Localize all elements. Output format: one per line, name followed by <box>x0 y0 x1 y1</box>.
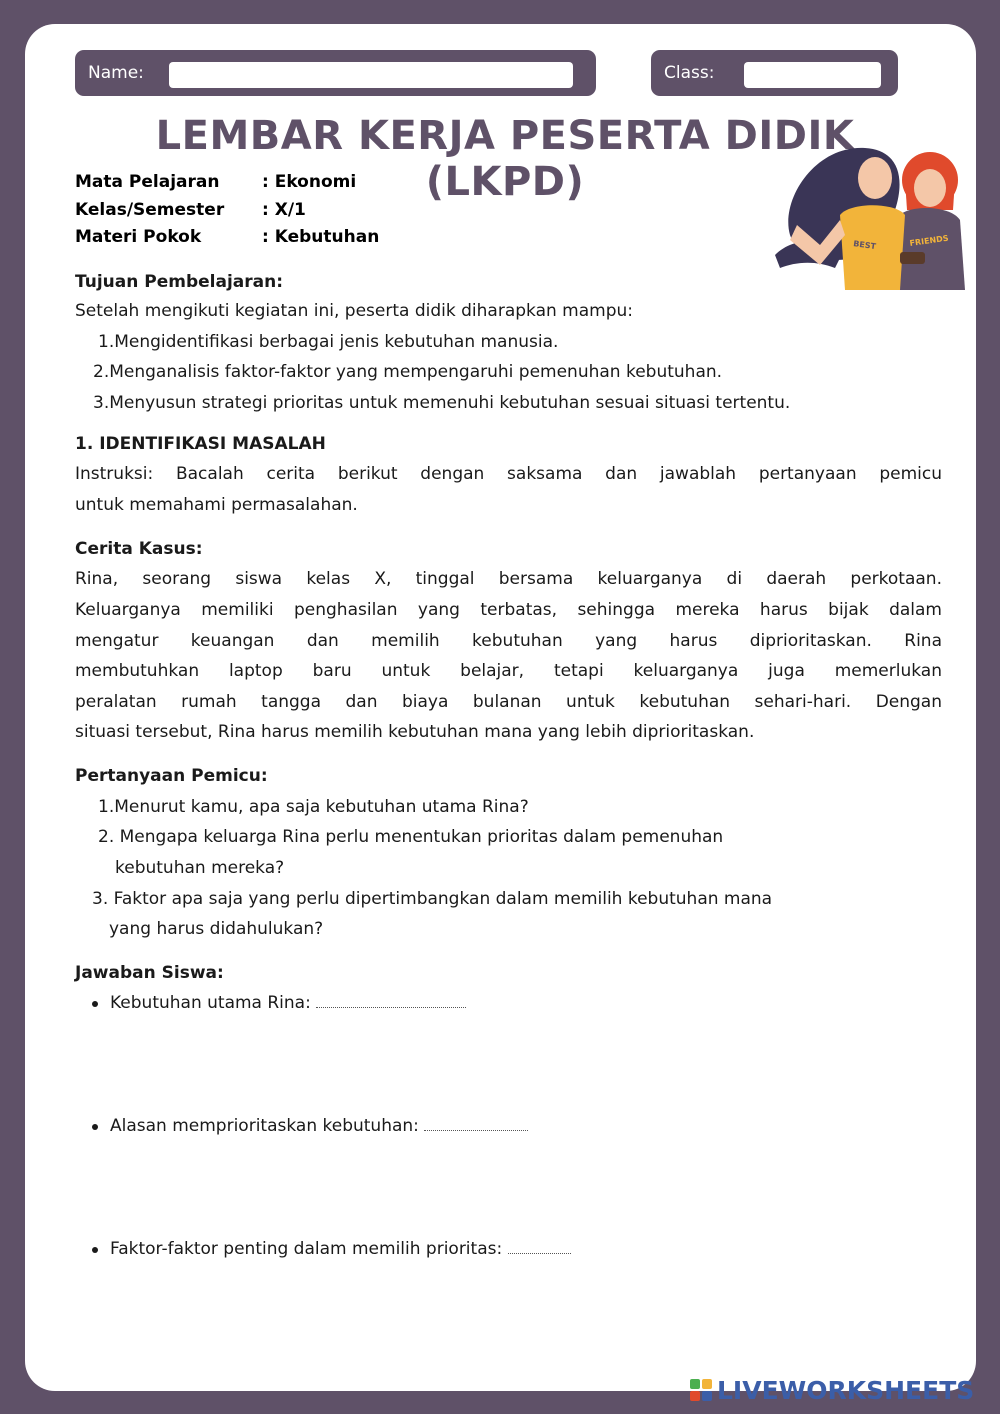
meta-key: Materi Pokok <box>75 227 202 247</box>
name-label: Name: <box>88 63 144 83</box>
pemicu-heading: Pertanyaan Pemicu: <box>75 766 268 786</box>
section-heading: 1. IDENTIFIKASI MASALAH <box>75 434 326 454</box>
answer-prompt <box>110 993 466 1013</box>
cerita-line: membutuhkan laptop baru untuk belajar, tetapi keluarganya juga memerlukan <box>75 661 942 681</box>
pemicu-question: 3. Faktor apa saja yang perlu dipertimbangkan dalam memilih kebutuhan mana <box>92 889 773 909</box>
tujuan-intro: Setelah mengikuti kegiatan ini, peserta didik diharapkan mampu: <box>75 301 634 321</box>
answer-label: Faktor-faktor penting dalam memilih prioritas: <box>110 1239 503 1259</box>
cerita-line: mengatur keuangan dan memilih kebutuhan yang harus diprioritaskan. Rina <box>75 631 942 651</box>
liveworksheets-brand[interactable] <box>690 1371 974 1409</box>
meta-row-topic <box>75 227 379 247</box>
pemicu-question: 1.Menurut kamu, apa saja kebutuhan utama Rina? <box>98 797 529 817</box>
liveworksheets-logo-icon <box>690 1379 712 1401</box>
best-friends-illustration <box>775 140 970 295</box>
pemicu-question: yang harus didahulukan? <box>109 919 324 939</box>
cerita-line: situasi tersebut, Rina harus memilih kebutuhan mana yang lebih diprioritaskan. <box>75 722 755 742</box>
answer-label: Kebutuhan utama Rina: <box>110 993 311 1013</box>
meta-value: : Ekonomi <box>262 172 357 192</box>
tujuan-item: 1.Mengidentifikasi berbagai jenis kebutuhan manusia. <box>98 332 559 352</box>
instruction-line: Instruksi: Bacalah cerita berikut dengan saksama dan jawablah pertanyaan pemicu <box>75 464 942 484</box>
class-input[interactable] <box>744 62 881 88</box>
meta-row-subject <box>75 172 356 192</box>
meta-row-class <box>75 200 306 220</box>
name-input[interactable] <box>169 62 573 88</box>
cerita-line: peralatan rumah tangga dan biaya bulanan untuk kebutuhan sehari-hari. Dengan <box>75 692 942 712</box>
class-label: Class: <box>664 63 715 83</box>
pemicu-question: kebutuhan mereka? <box>115 858 285 878</box>
meta-value: : X/1 <box>262 200 306 220</box>
cerita-line: Keluarganya memiliki penghasilan yang terbatas, sehingga mereka harus bijak dalam <box>75 600 942 620</box>
answer-blank[interactable] <box>508 1239 571 1254</box>
brand-name: LIVEWORKSHEETS <box>717 1375 975 1405</box>
tujuan-item: 3.Menyusun strategi prioritas untuk memenuhi kebutuhan sesuai situasi tertentu. <box>93 393 791 413</box>
answer-label: Alasan memprioritaskan kebutuhan: <box>110 1116 419 1136</box>
bullet <box>92 996 102 1006</box>
page-title: LEMBAR KERJA PESERTA DIDIK (LKPD) <box>155 113 855 205</box>
answer-blank[interactable] <box>316 993 466 1008</box>
answer-blank[interactable] <box>424 1116 528 1131</box>
shirt-text-friends: FRIENDS <box>909 233 950 248</box>
meta-value: : Kebutuhan <box>262 227 380 247</box>
instruction-line: untuk memahami permasalahan. <box>75 495 358 515</box>
jawaban-heading: Jawaban Siswa: <box>75 963 224 983</box>
shirt-text-best: BEST <box>852 239 877 252</box>
meta-key: Mata Pelajaran <box>75 172 220 192</box>
answer-prompt <box>110 1239 571 1259</box>
bullet <box>92 1242 102 1252</box>
pemicu-question: 2. Mengapa keluarga Rina perlu menentukan prioritas dalam pemenuhan <box>98 827 724 847</box>
bullet <box>92 1119 102 1129</box>
cerita-heading: Cerita Kasus: <box>75 539 203 559</box>
cerita-line: Rina, seorang siswa kelas X, tinggal bersama keluarganya di daerah perkotaan. <box>75 569 942 589</box>
tujuan-item: 2.Menganalisis faktor-faktor yang mempengaruhi pemenuhan kebutuhan. <box>93 362 723 382</box>
meta-key: Kelas/Semester <box>75 200 225 220</box>
name-field-pill <box>75 50 596 96</box>
tujuan-heading: Tujuan Pembelajaran: <box>75 272 284 292</box>
answer-prompt <box>110 1116 528 1136</box>
class-field-pill <box>651 50 898 96</box>
